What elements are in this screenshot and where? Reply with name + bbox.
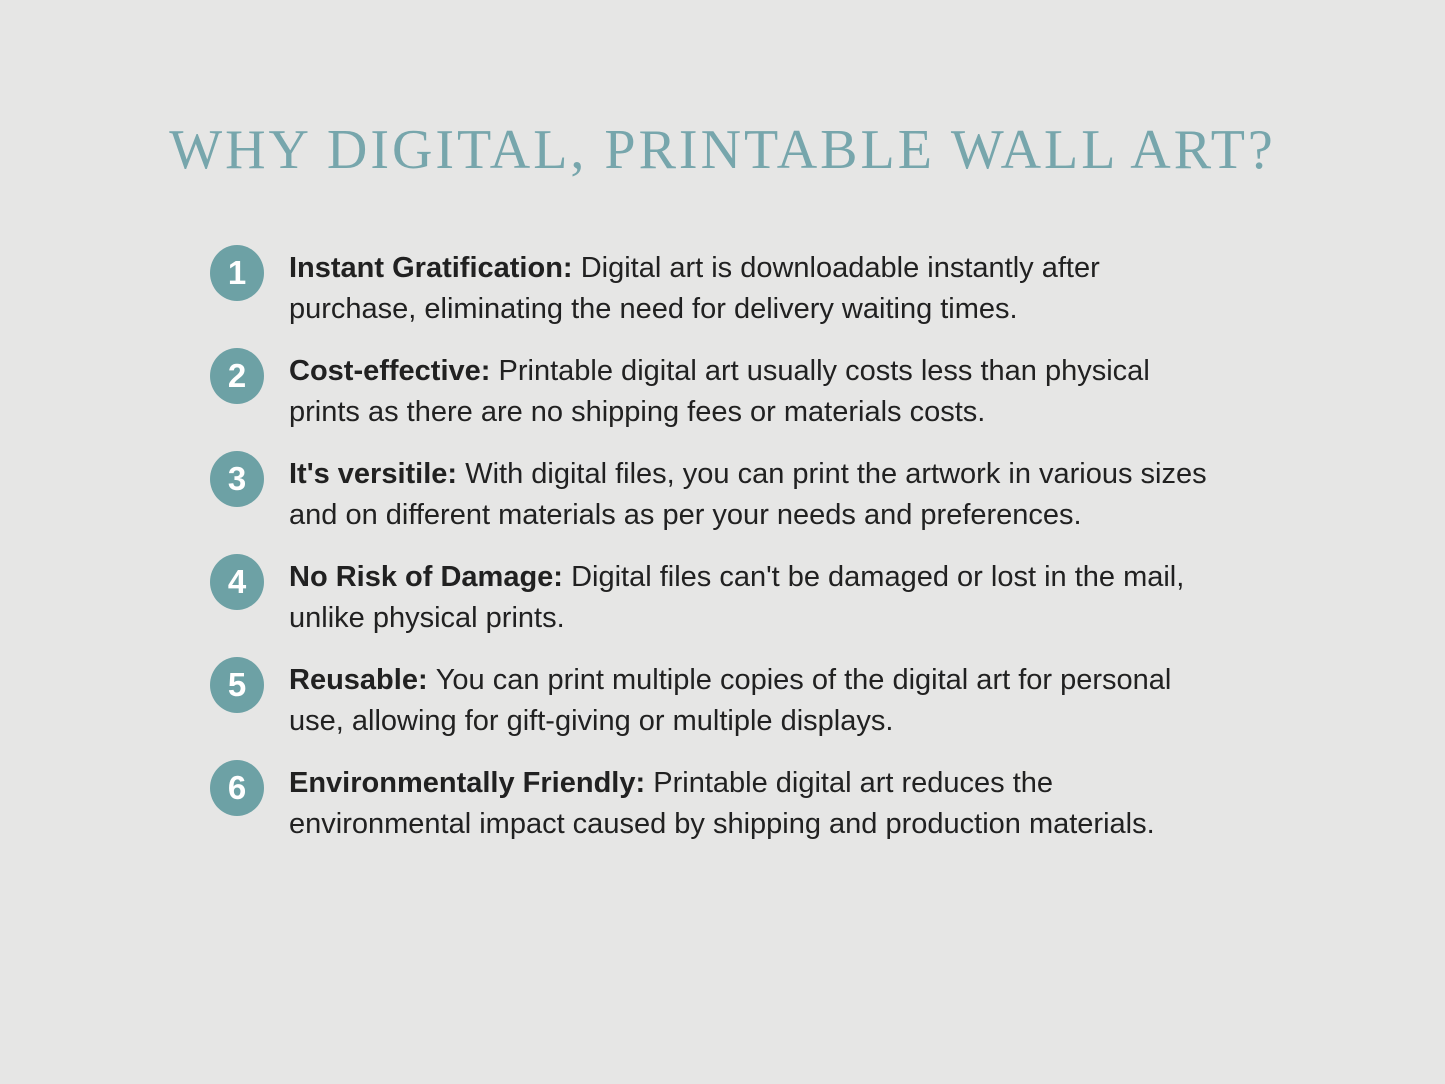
number-badge <box>210 451 264 507</box>
benefit-text <box>289 248 1215 330</box>
benefit-label: No Risk of Damage: <box>289 561 563 593</box>
number-badge-text: 6 <box>227 769 247 806</box>
benefit-label: Reusable: <box>289 664 428 696</box>
list-item <box>210 763 1215 845</box>
benefit-description: Digital art is downloadable instantly after purchase, eliminating the need for delivery waiting times. <box>289 252 1100 325</box>
benefit-description: Printable digital art reduces the environmental impact caused by shipping and production materials. <box>289 767 1155 840</box>
list-item <box>210 351 1215 433</box>
benefit-text <box>289 351 1215 433</box>
page-title: WHY DIGITAL, PRINTABLE WALL ART? <box>169 119 1276 181</box>
number-badge-text: 3 <box>227 460 247 497</box>
number-badge <box>210 554 264 610</box>
benefit-description: You can print multiple copies of the digital art for personal use, allowing for gift-giving or multiple displays. <box>289 664 1172 737</box>
list-item <box>210 248 1215 330</box>
list-item <box>210 557 1215 639</box>
number-badge <box>210 348 264 404</box>
list-item <box>210 454 1215 536</box>
number-badge <box>210 760 264 816</box>
number-badge <box>210 245 264 301</box>
number-badge <box>210 657 264 713</box>
list-item <box>210 660 1215 742</box>
benefit-label: It's versitile: <box>289 458 458 490</box>
benefit-description: Printable digital art usually costs less than physical prints as there are no shipping fees or materials costs. <box>289 355 1150 428</box>
benefit-text <box>289 454 1215 536</box>
number-badge-text: 4 <box>227 563 247 600</box>
number-badge-text: 1 <box>227 254 247 291</box>
benefit-text <box>289 763 1215 845</box>
benefit-description: With digital files, you can print the artwork in various sizes and on different materials as per your needs and preferences. <box>289 458 1207 531</box>
benefit-label: Instant Gratification: <box>289 252 573 284</box>
benefit-list <box>0 248 1445 845</box>
benefit-label: Cost-effective: <box>289 355 491 387</box>
number-badge-text: 2 <box>227 357 247 394</box>
number-badge-text: 5 <box>227 666 247 703</box>
benefit-text <box>289 660 1215 742</box>
benefit-text <box>289 557 1215 639</box>
benefit-label: Environmentally Friendly: <box>289 767 646 799</box>
benefit-description: Digital files can't be damaged or lost in the mail, unlike physical prints. <box>289 561 1185 634</box>
